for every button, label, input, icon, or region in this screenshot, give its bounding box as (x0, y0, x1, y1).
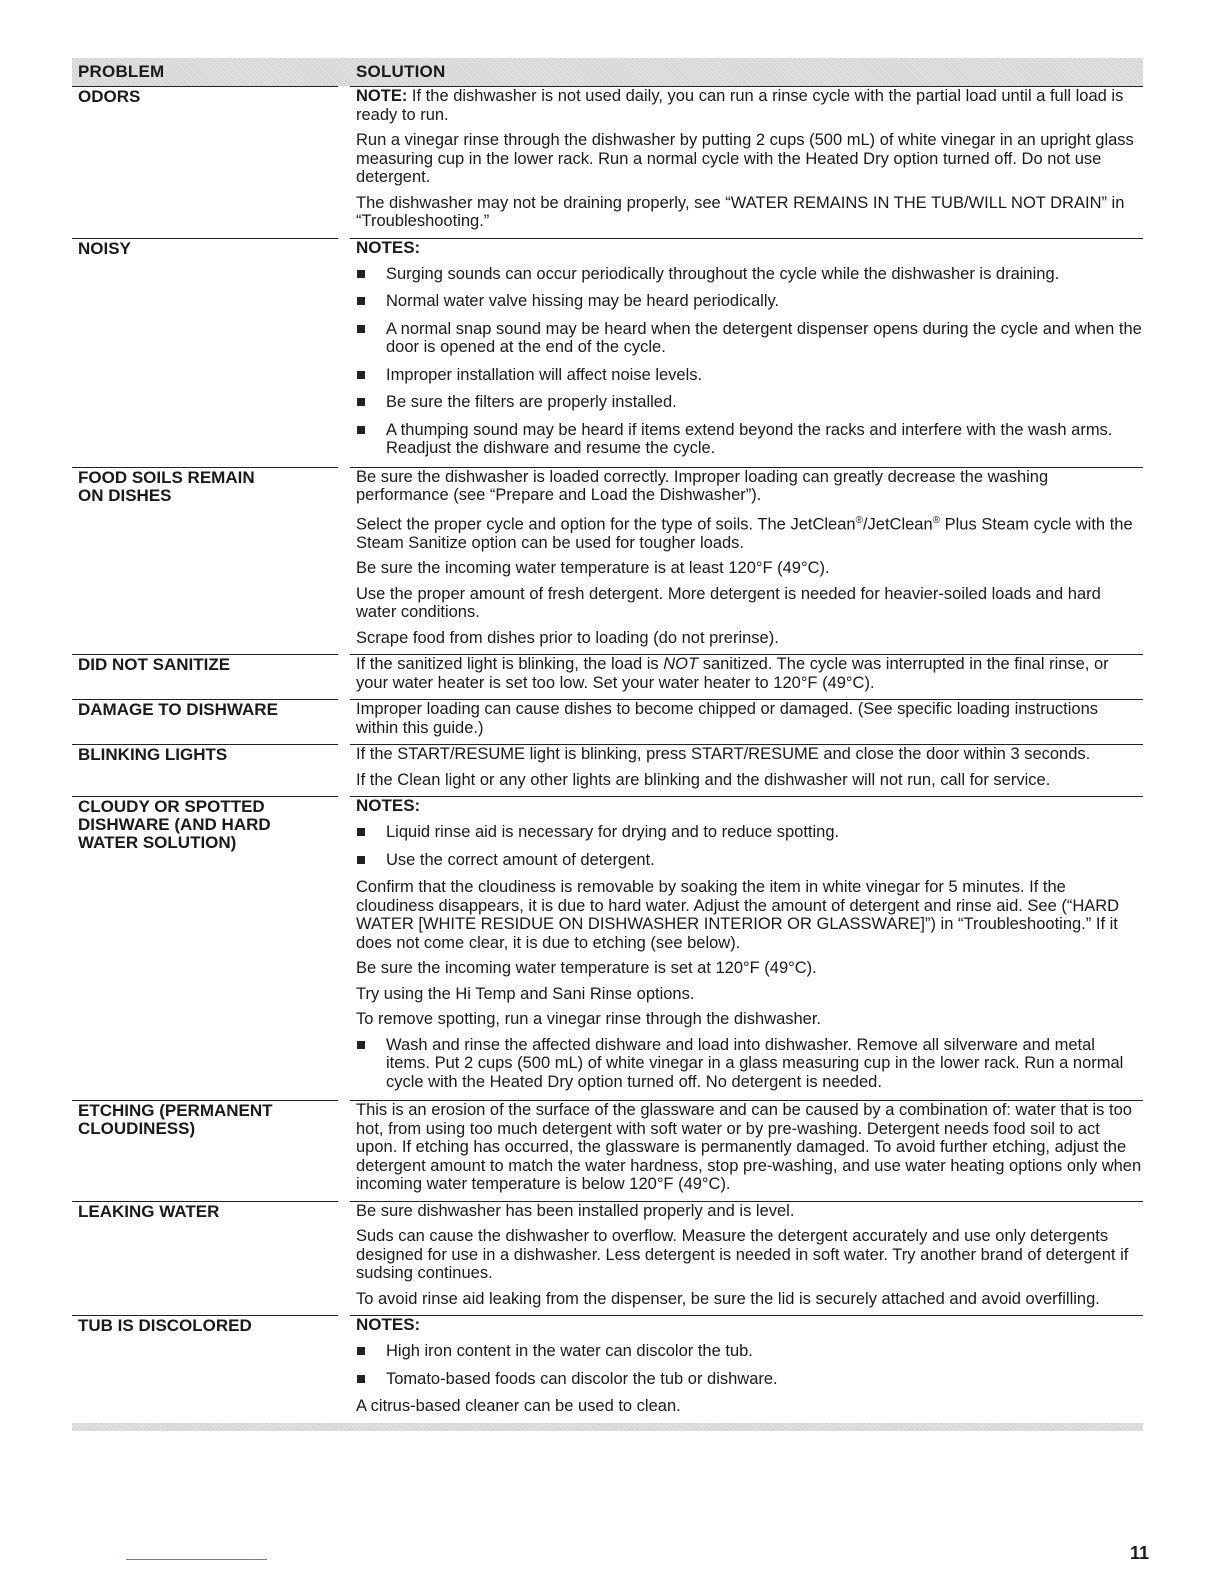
solution-paragraph: Be sure the incoming water temperature is at least 120°F (49°C). (356, 559, 830, 577)
solution-paragraph: Suds can cause the dishwasher to overflow. Measure the detergent accurately and use only detergents designed for use in a dishwasher. Less detergent is needed in soft water. Try another brand of detergent if sudsing continues. (356, 1227, 1129, 1282)
table-row (72, 699, 1143, 744)
bullet-square-icon (356, 366, 386, 385)
solution-paragraph: If the sanitized light is blinking, the load is NOT sanitized. The cycle was interrupted in the final rinse, or your water heater is set too low. Set your water heater to 120°F (49°C). (356, 655, 1109, 692)
bullet-text: Surging sounds can occur periodically throughout the cycle while the dishwasher is draining. (386, 264, 1060, 283)
solution-cell (350, 86, 1143, 238)
solution-cell (350, 699, 1143, 744)
bullet-square-icon (356, 320, 386, 357)
bullet-item (356, 265, 1143, 284)
problem-label: ODORS (78, 87, 141, 106)
bullet-item (356, 292, 1143, 311)
solution-paragraph: Be sure dishwasher has been installed properly and is level. (356, 1201, 795, 1220)
troubleshooting-table (72, 58, 1143, 1431)
solution-cell (350, 796, 1143, 1100)
problem-cell (72, 796, 338, 1100)
solution-paragraph: Select the proper cycle and option for the type of soils. The JetClean®/JetClean® Plus Steam cycle with the Steam Sanitize option can be used for tougher loads. (356, 514, 1133, 552)
bullet-square-icon (356, 823, 386, 842)
bullet-square-icon (356, 1342, 386, 1361)
bullet-square-icon (356, 265, 386, 284)
bullet-square-icon (356, 393, 386, 412)
problem-label: LEAKING WATER (78, 1201, 220, 1221)
table-row (72, 796, 1143, 1100)
solution-paragraph: Use the proper amount of fresh detergent. More detergent is needed for heavier-soiled loads and hard water conditions. (356, 584, 1101, 621)
bullet-square-icon (356, 292, 386, 311)
bullet-text: Liquid rinse aid is necessary for drying and to reduce spotting. (386, 823, 840, 841)
problem-cell (72, 1201, 338, 1316)
table-row (72, 744, 1143, 796)
bullet-item (356, 393, 1143, 412)
problem-cell (72, 467, 338, 655)
bullet-text: Be sure the filters are properly installed. (386, 393, 677, 411)
solution-paragraph: Try using the Hi Temp and Sani Rinse options. (356, 984, 695, 1003)
problem-cell (72, 1315, 338, 1423)
bullet-text: Tomato-based foods can discolor the tub or dishware. (386, 1369, 778, 1388)
solution-paragraph: If the Clean light or any other lights are blinking and the dishwasher will not run, call for service. (356, 770, 1051, 789)
problem-label: DID NOT SANITIZE (78, 655, 231, 674)
solution-paragraph: A citrus-based cleaner can be used to clean. (356, 1397, 681, 1415)
solution-cell (350, 1315, 1143, 1423)
table-body (72, 86, 1143, 1423)
page-number: 11 (1130, 1543, 1150, 1563)
bullet-item (356, 366, 1143, 385)
table-row (72, 238, 1143, 467)
problem-label: DAMAGE TO DISHWARE (78, 700, 278, 719)
bullet-item (356, 823, 1143, 842)
solution-cell (350, 744, 1143, 796)
bullet-square-icon (356, 1036, 386, 1092)
solution-paragraph: Scrape food from dishes prior to loading (do not prerinse). (356, 628, 779, 647)
header-problem: PROBLEM (78, 62, 165, 81)
problem-cell (72, 654, 338, 699)
problem-label: FOOD SOILS REMAIN ON DISHES (78, 467, 255, 505)
solution-paragraph: Confirm that the cloudiness is removable by soaking the item in white vinegar for 5 minutes. If the cloudiness disappears, it is due to hard water. Adjust the amount of detergent and rinse aid. See (“HARD WATER [WHITE RESIDUE ON DISHWASHER INTERIOR OR GLASSWARE]”) in “Troubleshooting.” If it does not come clear, it is due to etching (see below). (356, 878, 1120, 952)
solution-cell (350, 238, 1143, 467)
notes-heading: NOTES: (356, 1315, 421, 1334)
solution-paragraph: Run a vinegar rinse through the dishwasher by putting 2 cups (500 mL) of white vinegar in an upright glass measuring cup in the lower rack. Run a normal cycle with the Heated Dry option turned off. Do not use detergent. (356, 131, 1134, 186)
table-header (72, 58, 1143, 86)
notes-heading: NOTES: (356, 237, 421, 257)
problem-label: CLOUDY OR SPOTTED DISHWARE (AND HARD WATER SOLUTION) (78, 797, 271, 852)
note-paragraph: NOTE: If the dishwasher is not used daily, you can run a rinse cycle with the partial load until a full load is ready to run. (356, 87, 1124, 124)
table-row (72, 1315, 1143, 1423)
table-row (72, 1100, 1143, 1201)
problem-cell (72, 1100, 338, 1201)
bullet-item (356, 1342, 1143, 1361)
table-row (72, 86, 1143, 238)
problem-label: BLINKING LIGHTS (78, 745, 228, 764)
bullet-text: Normal water valve hissing may be heard periodically. (386, 292, 780, 310)
solution-paragraph: This is an erosion of the surface of the glassware and can be caused by a combination of: water that is too hot, from using too much detergent with soft water or by pre-washing. Detergent needs food soil to act upon. If etching has occurred, the glassware is permanently damaged. To avoid further etching, adjust the detergent amount to match the water hardness, stop pre-washing, and use water heating options only when incoming water temperature is below 120°F (49°C). (356, 1101, 1142, 1193)
bullet-item (356, 1370, 1143, 1389)
table-footer-band (72, 1423, 1143, 1431)
solution-paragraph: Be sure the dishwasher is loaded correctly. Improper loading can greatly decrease the washing performance (see “Prepare and Load the Dishwasher”). (356, 467, 1049, 504)
bullet-item (356, 851, 1143, 870)
footer-rule (126, 1559, 267, 1560)
table-row (72, 654, 1143, 699)
solution-paragraph: To remove spotting, run a vinegar rinse through the dishwasher. (356, 1010, 822, 1028)
problem-cell (72, 238, 338, 467)
bullet-item (356, 421, 1143, 458)
bullet-item (356, 1036, 1143, 1092)
bullet-text: A thumping sound may be heard if items extend beyond the racks and interfere with the wash arms. Readjust the dishware and resume the cycle. (386, 420, 1113, 457)
bullet-text: Wash and rinse the affected dishware and load into dishwasher. Remove all silverware and metal items. Put 2 cups (500 mL) of white vinegar in a glass measuring cup in the lower rack. Run a normal cycle with the Heated Dry option turned off. No detergent is needed. (386, 1035, 1124, 1091)
bullet-item (356, 320, 1143, 357)
solution-paragraph: The dishwasher may not be draining properly, see “WATER REMAINS IN THE TUB/WILL NOT DRAIN” in “Troubleshooting.” (356, 193, 1125, 230)
bullet-text: Improper installation will affect noise levels. (386, 365, 703, 384)
solution-paragraph: To avoid rinse aid leaking from the dispenser, be sure the lid is securely attached and avoid overfilling. (356, 1289, 1100, 1308)
problem-label: NOISY (78, 238, 131, 258)
header-solution: SOLUTION (356, 62, 446, 81)
bullet-square-icon (356, 1370, 386, 1389)
bullet-square-icon (356, 851, 386, 870)
solution-paragraph: Improper loading can cause dishes to become chipped or damaged. (See specific loading instructions within this guide.) (356, 700, 1099, 737)
problem-label: TUB IS DISCOLORED (78, 1316, 252, 1335)
bullet-square-icon (356, 421, 386, 458)
problem-cell (72, 744, 338, 796)
problem-cell (72, 699, 338, 744)
table-row (72, 1201, 1143, 1316)
bullet-text: High iron content in the water can discolor the tub. (386, 1342, 753, 1360)
bullet-text: Use the correct amount of detergent. (386, 850, 655, 869)
solution-cell (350, 467, 1143, 655)
notes-heading: NOTES: (356, 796, 421, 815)
solution-paragraph: Be sure the incoming water temperature is set at 120°F (49°C). (356, 959, 817, 977)
problem-label: ETCHING (PERMANENT CLOUDINESS) (78, 1101, 273, 1138)
problem-cell (72, 86, 338, 238)
note-label: NOTE: (356, 87, 408, 105)
solution-cell (350, 654, 1143, 699)
solution-cell (350, 1100, 1143, 1201)
solution-cell (350, 1201, 1143, 1316)
bullet-text: A normal snap sound may be heard when the detergent dispenser opens during the cycle and when the door is opened at the end of the cycle. (386, 319, 1142, 356)
solution-paragraph: If the START/RESUME light is blinking, press START/RESUME and close the door within 3 seconds. (356, 745, 1091, 763)
table-row (72, 467, 1143, 655)
